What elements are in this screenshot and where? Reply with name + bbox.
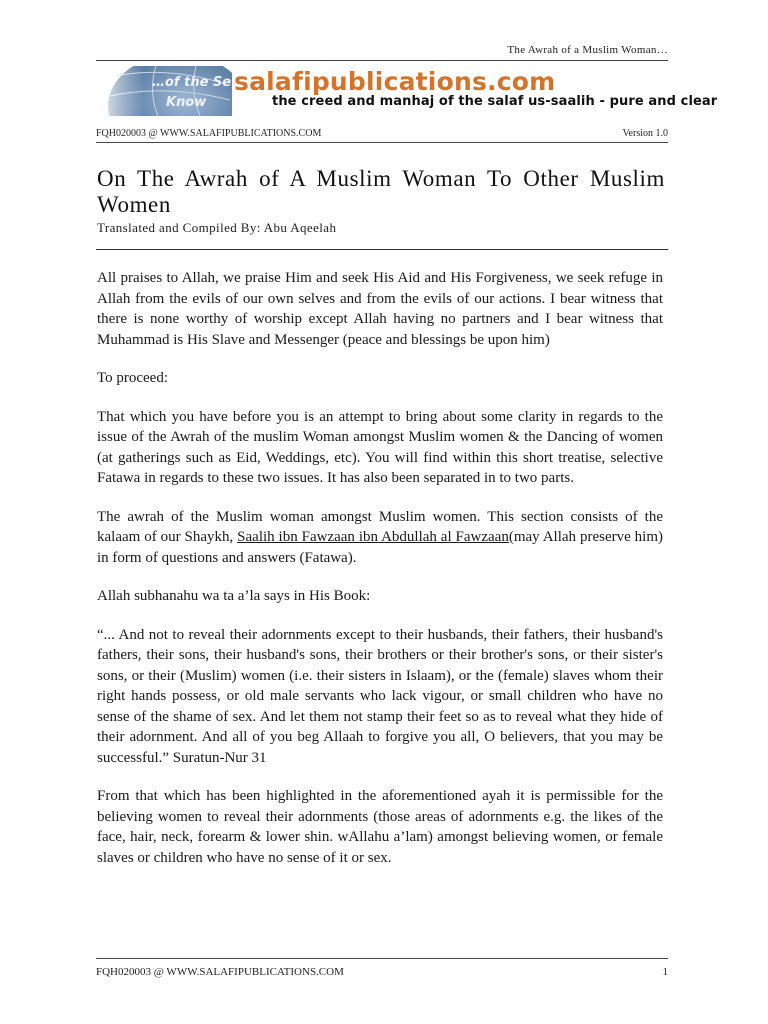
info-divider — [96, 142, 668, 143]
title-divider — [96, 249, 668, 250]
paragraph-commentary: From that which has been highlighted in the aforementioned ayah it is permissible for the believing women to reveal their adornments (those areas of adornments e.g. the likes of the face, hair, neck, forearm & lower shin. wAllahu a’lam) amongst believing women, or female slaves or children who have no sense of it or sex. — [97, 788, 663, 866]
document-body — [97, 268, 663, 886]
paragraph-to-proceed: To proceed: — [97, 370, 169, 386]
page-number: 1 — [662, 966, 668, 978]
footer-divider — [96, 958, 668, 959]
page-footer — [96, 966, 668, 978]
paragraph-introduction: That which you have before you is an attempt to bring about some clarity in regards to the issue of the Awrah of the muslim Woman amongst Muslim women & the Dancing of women (at gatherings such as Eid, Weddings, etc). You will find within this short treatise, selective Fatawa in regards to these two issues. It has also been separated in to two parts. — [97, 408, 663, 486]
document-version: Version 1.0 — [622, 128, 668, 139]
paragraph-quran-quote: “... And not to reveal their adornments except to their husbands, their fathers, their husband's fathers, their sons, their husband's sons, their brothers or their brother's sons, or their sister's sons, or their (Muslim) women (i.e. their sisters in Islaam), or the (female) slaves whom their right hands possess, or old male servants who lack vigour, or small children who have no sense of the shame of sex. And let them not stamp their feet so as to reveal what they hide of their adornment. And all of you beg Allaah to forgive you all, O believers, that you may be successful.” Suratun-Nur 31 — [97, 626, 663, 766]
document-info-row — [96, 128, 668, 139]
document-id: FQH020003 @ WWW.SALAFIPUBLICATIONS.COM — [96, 128, 322, 139]
section-one-text: The awrah of the Muslim woman amongst Muslim women. This section consists of the kalaam of our Shaykh, — [97, 508, 663, 545]
header-divider — [96, 60, 668, 61]
scholar-name-link[interactable]: Saalih ibn Fawzaan ibn Abdullah al Fawzaan — [237, 529, 509, 545]
document-subtitle: Translated and Compiled By: Abu Aqeelah — [97, 220, 337, 235]
site-banner — [96, 66, 718, 118]
running-header-title: The Awrah of a Muslim Woman… — [507, 44, 668, 56]
paragraph-section-one — [97, 507, 663, 569]
site-tagline: the creed and manhaj of the salaf us-saalih - pure and clear — [272, 94, 718, 109]
paragraph-opening: All praises to Allah, we praise Him and seek His Aid and His Forgiveness, we seek refuge in Allah from the evils of our own selves and from the evils of our actions. I bear witness that there is none worthy of worship except Allah having no partners and I bear witness that Muhammad is His Slave and Messenger (peace and blessings be upon him) — [97, 270, 663, 348]
site-logo: salafipublications.com — [234, 67, 556, 96]
footer-document-id: FQH020003 @ WWW.SALAFIPUBLICATIONS.COM — [96, 966, 344, 978]
document-title: On The Awrah of A Muslim Woman To Other Muslim Women — [97, 166, 665, 217]
paragraph-allah-says: Allah subhanahu wa ta a’la says in His Book: — [97, 588, 371, 604]
section-one-text-end: (may Allah preserve him) in form of questions and answers (Fatawa). — [97, 529, 663, 566]
globe-graphic — [96, 66, 232, 116]
